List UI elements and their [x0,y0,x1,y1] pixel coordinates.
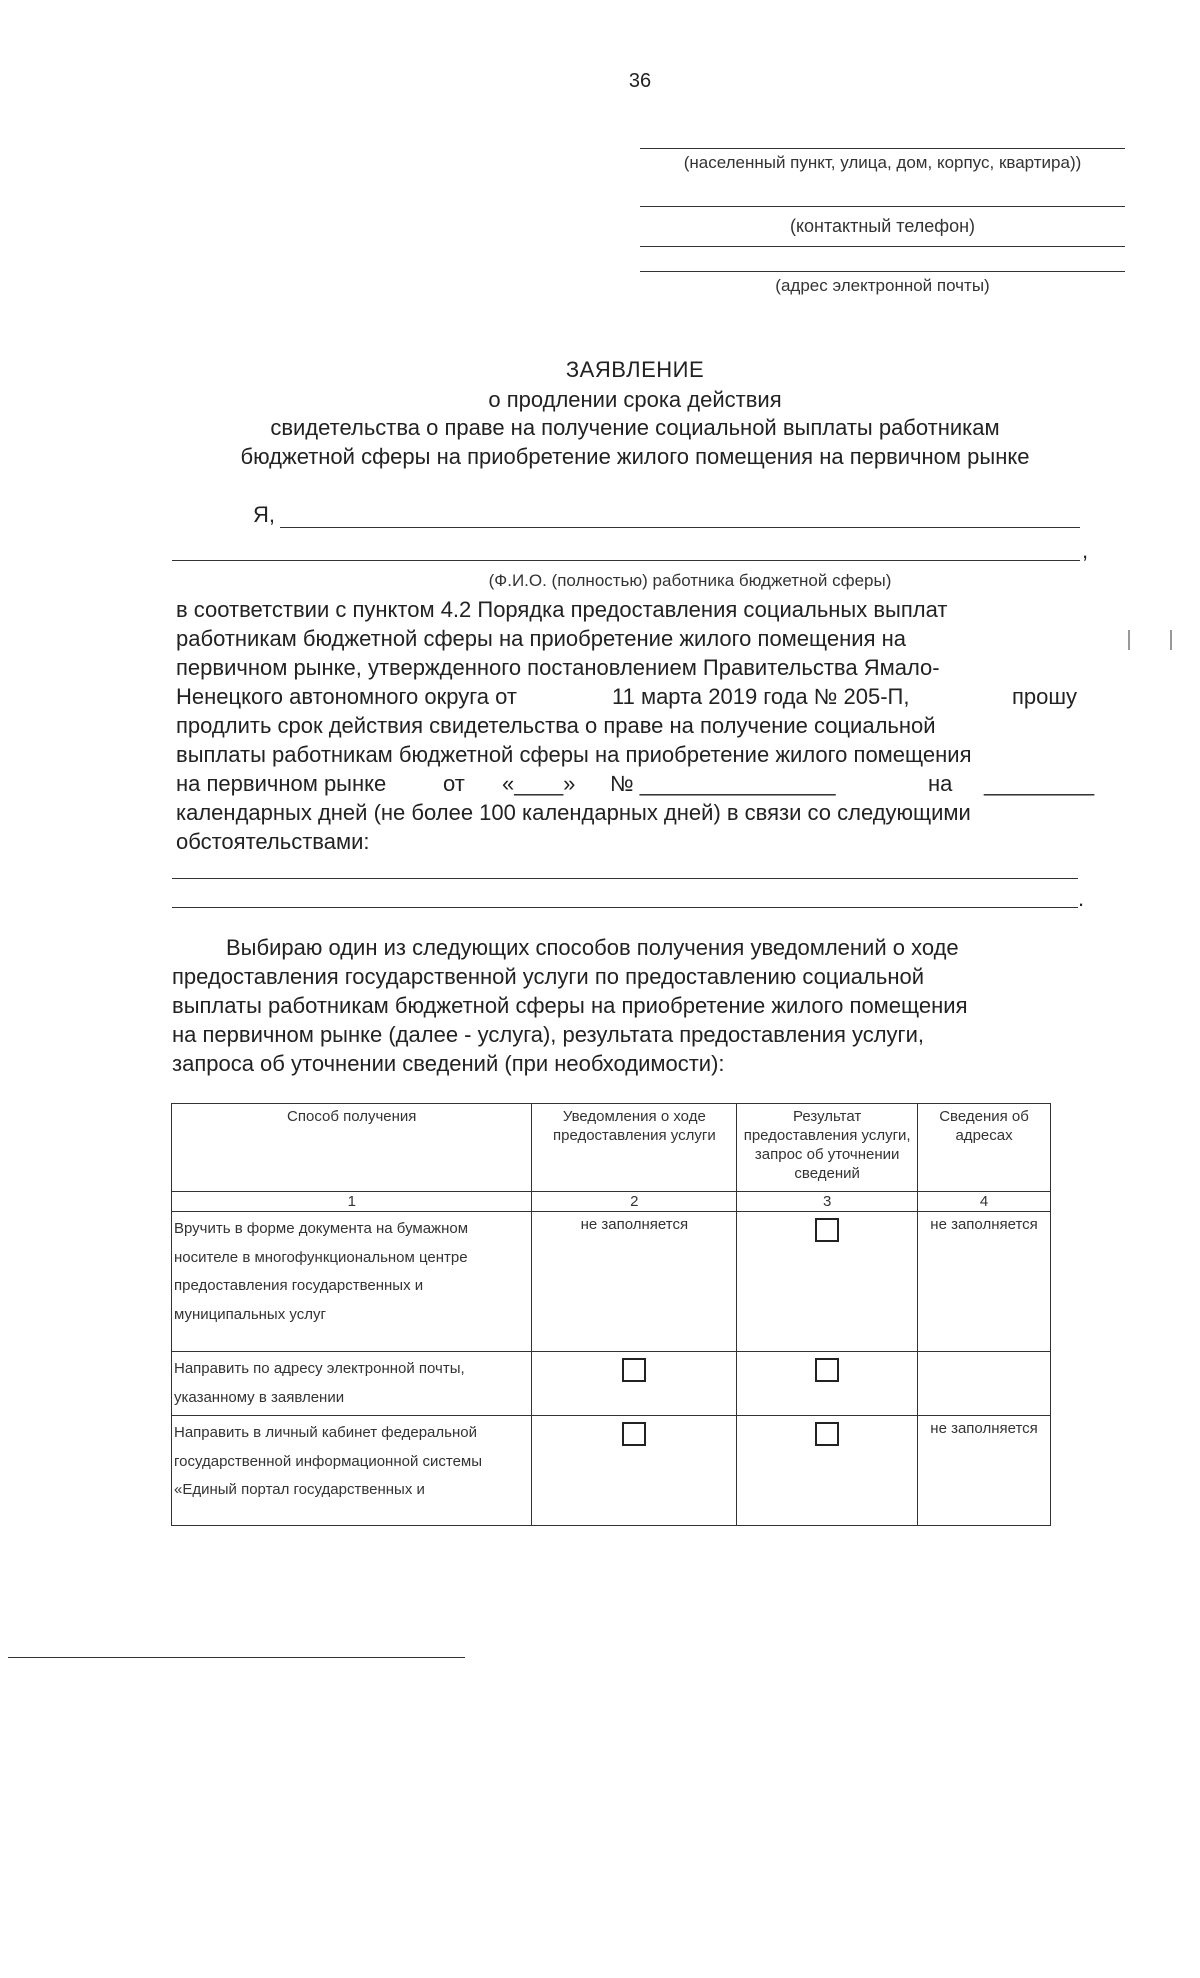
request-line-7a: на первичном рынке [176,771,387,796]
delivery-methods-table [171,1103,1051,1526]
document-heading [170,357,1100,415]
notice-email-checkbox[interactable] [622,1358,646,1382]
request-line-8: календарных дней (не более 100 календарных дней) в связи со следующими [176,800,971,825]
request-line-3: первичном рынке, утвержденного постановлением Правительства Ямало- [176,655,940,680]
result-cell [737,1212,918,1352]
applicant-name-field-2[interactable] [172,560,1080,561]
scan-margin-mark [1170,630,1172,650]
page-number: 36 [628,70,652,92]
column-header: Сведения об адресах [918,1104,1051,1192]
table-row [172,1416,1051,1526]
request-line-2: работникам бюджетной сферы на приобретение жилого помещения на [176,626,906,651]
result-cell [737,1352,918,1416]
column-number: 3 [737,1192,918,1212]
applicant-comma: , [1082,538,1089,563]
notice-line-3: выплаты работникам бюджетной сферы на приобретение жилого помещения [172,993,968,1018]
column-header: Уведомления о ходе предоставления услуги [532,1104,737,1192]
heading-line-2: свидетельства о праве на получение социальной выплаты работникам [270,415,1000,440]
addresses-cell: не заполняется [918,1416,1051,1526]
footnote-rule [8,1657,465,1658]
circumstances-end-dot: . [1078,886,1085,911]
notice-cell [532,1352,737,1416]
column-header: Результат предоставления услуги, запрос об уточнении сведений [737,1104,918,1192]
table-header-row [172,1104,1051,1192]
certificate-number-field[interactable]: № ________________ [610,771,836,796]
request-line-4c: прошу [1012,684,1078,709]
request-on: на [928,771,953,796]
phone-caption: (контактный телефон) [789,216,976,236]
applicant-name-field[interactable] [280,527,1080,528]
column-number: 2 [532,1192,737,1212]
email-caption: (адрес электронной почты) [775,276,990,295]
residence-caption: (населенный пункт, улица, дом, корпус, квартира)) [683,153,1082,172]
table-number-row [172,1192,1051,1212]
circumstances-field-2[interactable] [172,907,1078,908]
result-paper-checkbox[interactable] [815,1218,839,1242]
notice-portal-checkbox[interactable] [622,1422,646,1446]
addresses-cell[interactable] [918,1352,1051,1416]
notice-line-2: предоставления государственной услуги по предоставлению социальной [172,964,924,989]
result-portal-checkbox[interactable] [815,1422,839,1446]
notice-line-4: на первичном рынке (далее - услуга), результата предоставления услуги, [172,1022,924,1047]
applicant-caption: (Ф.И.О. (полностью) работника бюджетной сферы) [488,571,892,590]
residence-field[interactable] [640,148,1125,173]
notice-cell: не заполняется [532,1212,737,1352]
addresses-cell: не заполняется [918,1212,1051,1352]
result-email-checkbox[interactable] [815,1358,839,1382]
notice-line-5: запроса об уточнении сведений (при необходимости): [172,1051,725,1076]
heading-line-1: о продлении срока действия [488,387,782,412]
notice-cell [532,1416,737,1526]
email-field[interactable] [640,271,1125,296]
request-date-decree: 11 марта 2019 года № 205-П, [612,684,910,709]
document-title: ЗАЯВЛЕНИЕ [565,357,705,382]
heading-line-3: бюджетной сферы на приобретение жилого помещения на первичном рынке [240,444,1030,469]
result-cell [737,1416,918,1526]
request-line-6: выплаты работникам бюджетной сферы на приобретение жилого помещения [176,742,972,767]
method-label: Вручить в форме документа на бумажном носителе в многофункциональном центре предоставления государственных и муниципальных услуг [172,1212,532,1352]
scan-margin-mark [1128,630,1130,650]
method-label: Направить по адресу электронной почты, указанному в заявлении [172,1352,532,1416]
request-from: от [443,771,465,796]
phone-field[interactable] [640,206,1125,207]
request-line-9: обстоятельствами: [176,829,370,854]
column-number: 1 [172,1192,532,1212]
applicant-prefix: Я, [253,502,275,527]
request-line-1: в соответствии с пунктом 4.2 Порядка предоставления социальных выплат [176,597,948,622]
certificate-date-field[interactable]: «____» [502,771,576,796]
circumstances-field[interactable] [172,878,1078,879]
column-number: 4 [918,1192,1051,1212]
phone-rule [640,246,1125,247]
notice-line-1: Выбираю один из следующих способов получения уведомлений о ходе [226,935,959,960]
method-label: Направить в личный кабинет федеральной государственной информационной системы «Единый портал государственных и [172,1416,532,1526]
table-row [172,1352,1051,1416]
table-row [172,1212,1051,1352]
extension-days-field[interactable]: _________ [984,771,1095,796]
request-line-4a: Ненецкого автономного округа от [176,684,517,709]
column-header: Способ получения [172,1104,532,1192]
request-line-5: продлить срок действия свидетельства о праве на получение социальной [176,713,936,738]
